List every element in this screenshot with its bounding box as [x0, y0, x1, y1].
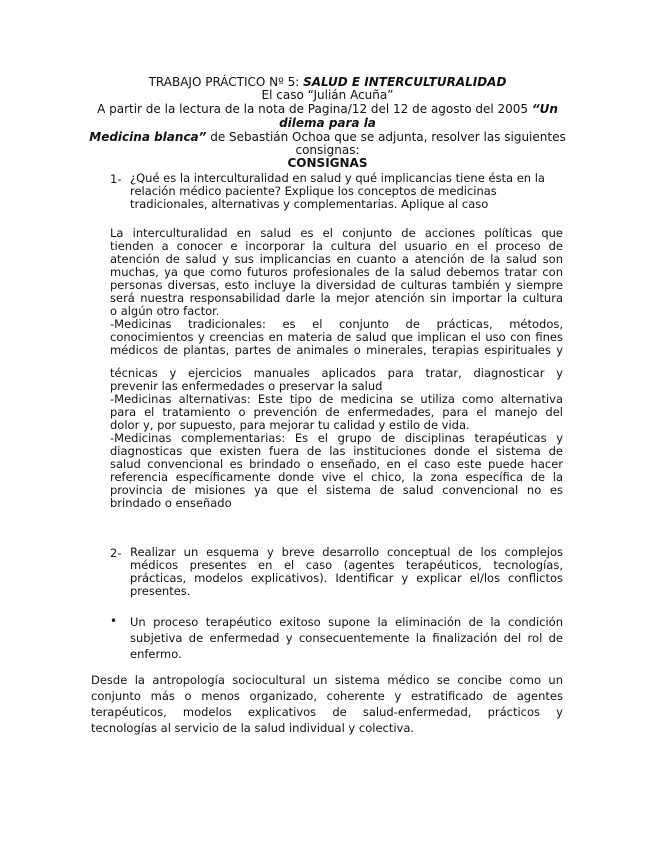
bullet-icon: • [110, 614, 118, 628]
question-1-line: relación médico paciente? Explique los conceptos de medicinas [130, 184, 497, 198]
closing-line: tecnologías al servicio de la salud individual y colectiva. [91, 721, 415, 735]
bullet-line: Un proceso terapéutico exitoso supone la eliminación de la condición [130, 615, 563, 629]
question-2-line: médicos presentes en el caso (agentes terapéuticos, tecnologías, [130, 558, 563, 572]
definition-line: referencia específicamente donde vive el chico, la zona específica de la [110, 470, 563, 484]
definition-line: -Medicinas complementarias: Es el grupo de disciplinas terapéuticas y [110, 431, 563, 445]
question-2-line: presentes. [130, 584, 191, 598]
answer-line: será nuestra responsabilidad darle la mejor atención sin importar la cultura [110, 291, 563, 305]
title-topic: SALUD E INTERCULTURALIDAD [303, 75, 507, 89]
definition-line: prevenir las enfermedades o preservar la salud [110, 379, 383, 393]
article-title-middle: dilema para la [279, 116, 376, 130]
answer-line: La interculturalidad en salud es el conjunto de acciones políticas que [110, 226, 563, 240]
answer-line: atención de salud y sus implicancias en cuanto a atención de la salud son [110, 252, 563, 266]
question-1-line: ¿Qué es la interculturalidad en salud y qué implicancias tiene ésta en la [130, 171, 545, 185]
closing-line: terapéuticos, modelos explicativos de salud-enfermedad, prácticos y [91, 705, 563, 719]
intro-text-rest: de Sebastián Ochoa que se adjunta, resolver las siguientes [206, 130, 566, 144]
definition-line: técnicas y ejercicios manuales aplicados para tratar, diagnosticar y [110, 366, 563, 380]
definition-line: salud convencional es brindado o enseñado, en el caso este puede hacer [110, 457, 563, 471]
definition-line: -Medicinas alternativas: Este tipo de medicina se utiliza como alternativa [110, 392, 563, 406]
definition-line: provincia de misiones ya que el sistema de salud convencional no es [110, 483, 563, 497]
closing-line: conjunto más o menos organizado, coherente y estratificado de agentes [91, 689, 563, 703]
answer-line: o algún otro factor. [110, 304, 220, 318]
definition-line: dolor y, por supuesto, para mejorar tu calidad y estilo de vida. [110, 418, 470, 432]
bullet-line: subjetiva de enfermedad y consecuentemente la finalización del rol de [130, 631, 563, 645]
definition-line: conocimientos y creencias en materia de salud que implican el uso con fines [110, 330, 563, 344]
closing-line: Desde la antropología sociocultural un sistema médico se concibe como un [91, 673, 563, 687]
definition-line: diagnosticas que existen fuera de las instituciones donde el sistema de [110, 444, 563, 458]
intro-text: A partir de la lectura de la nota de Pagina/12 del 12 de agosto del 2005 [97, 102, 532, 116]
intro-line-4: consignas: [295, 143, 360, 157]
definition-line: brindado o enseñado [110, 496, 232, 510]
question-1-number: 1- [110, 172, 122, 186]
question-2-line: prácticas, modelos explicativos). Identificar y explicar el/los conflictos [130, 571, 563, 585]
question-1-line: tradicionales, alternativas y complementarias. Aplique al caso [130, 197, 489, 211]
answer-line: muchas, ya que como futuros profesionales de la salud debemos tratar con [110, 265, 563, 279]
case-name: El caso “Julián Acuña” [261, 88, 394, 102]
bullet-line: enfermo. [130, 647, 182, 661]
question-2-number: 2- [110, 546, 122, 560]
title-prefix: TRABAJO PRÁCTICO Nº 5: [148, 75, 304, 89]
definition-line: para el tratamiento o prevención de enfermedades, para el manejo del [110, 405, 563, 419]
answer-line: tienden a conocer e incorporar la cultura del usuario en el proceso de [110, 239, 563, 253]
definition-line: -Medicinas tradicionales: es el conjunto de prácticas, métodos, [110, 317, 563, 331]
article-title-start: “Un [531, 102, 558, 116]
answer-line: personas diversas, esto incluye la diversidad de culturas también y siempre [110, 278, 563, 292]
consignas-heading: CONSIGNAS [287, 156, 368, 170]
question-2-line: Realizar un esquema y breve desarrollo conceptual de los complejos [130, 545, 563, 559]
intro-line-1 [80, 103, 575, 116]
intro-line-2 [80, 117, 575, 130]
article-title-end: Medicina blanca” [89, 130, 207, 144]
definition-line: médicos de plantas, partes de animales o minerales, terapias espirituales y [110, 343, 563, 357]
